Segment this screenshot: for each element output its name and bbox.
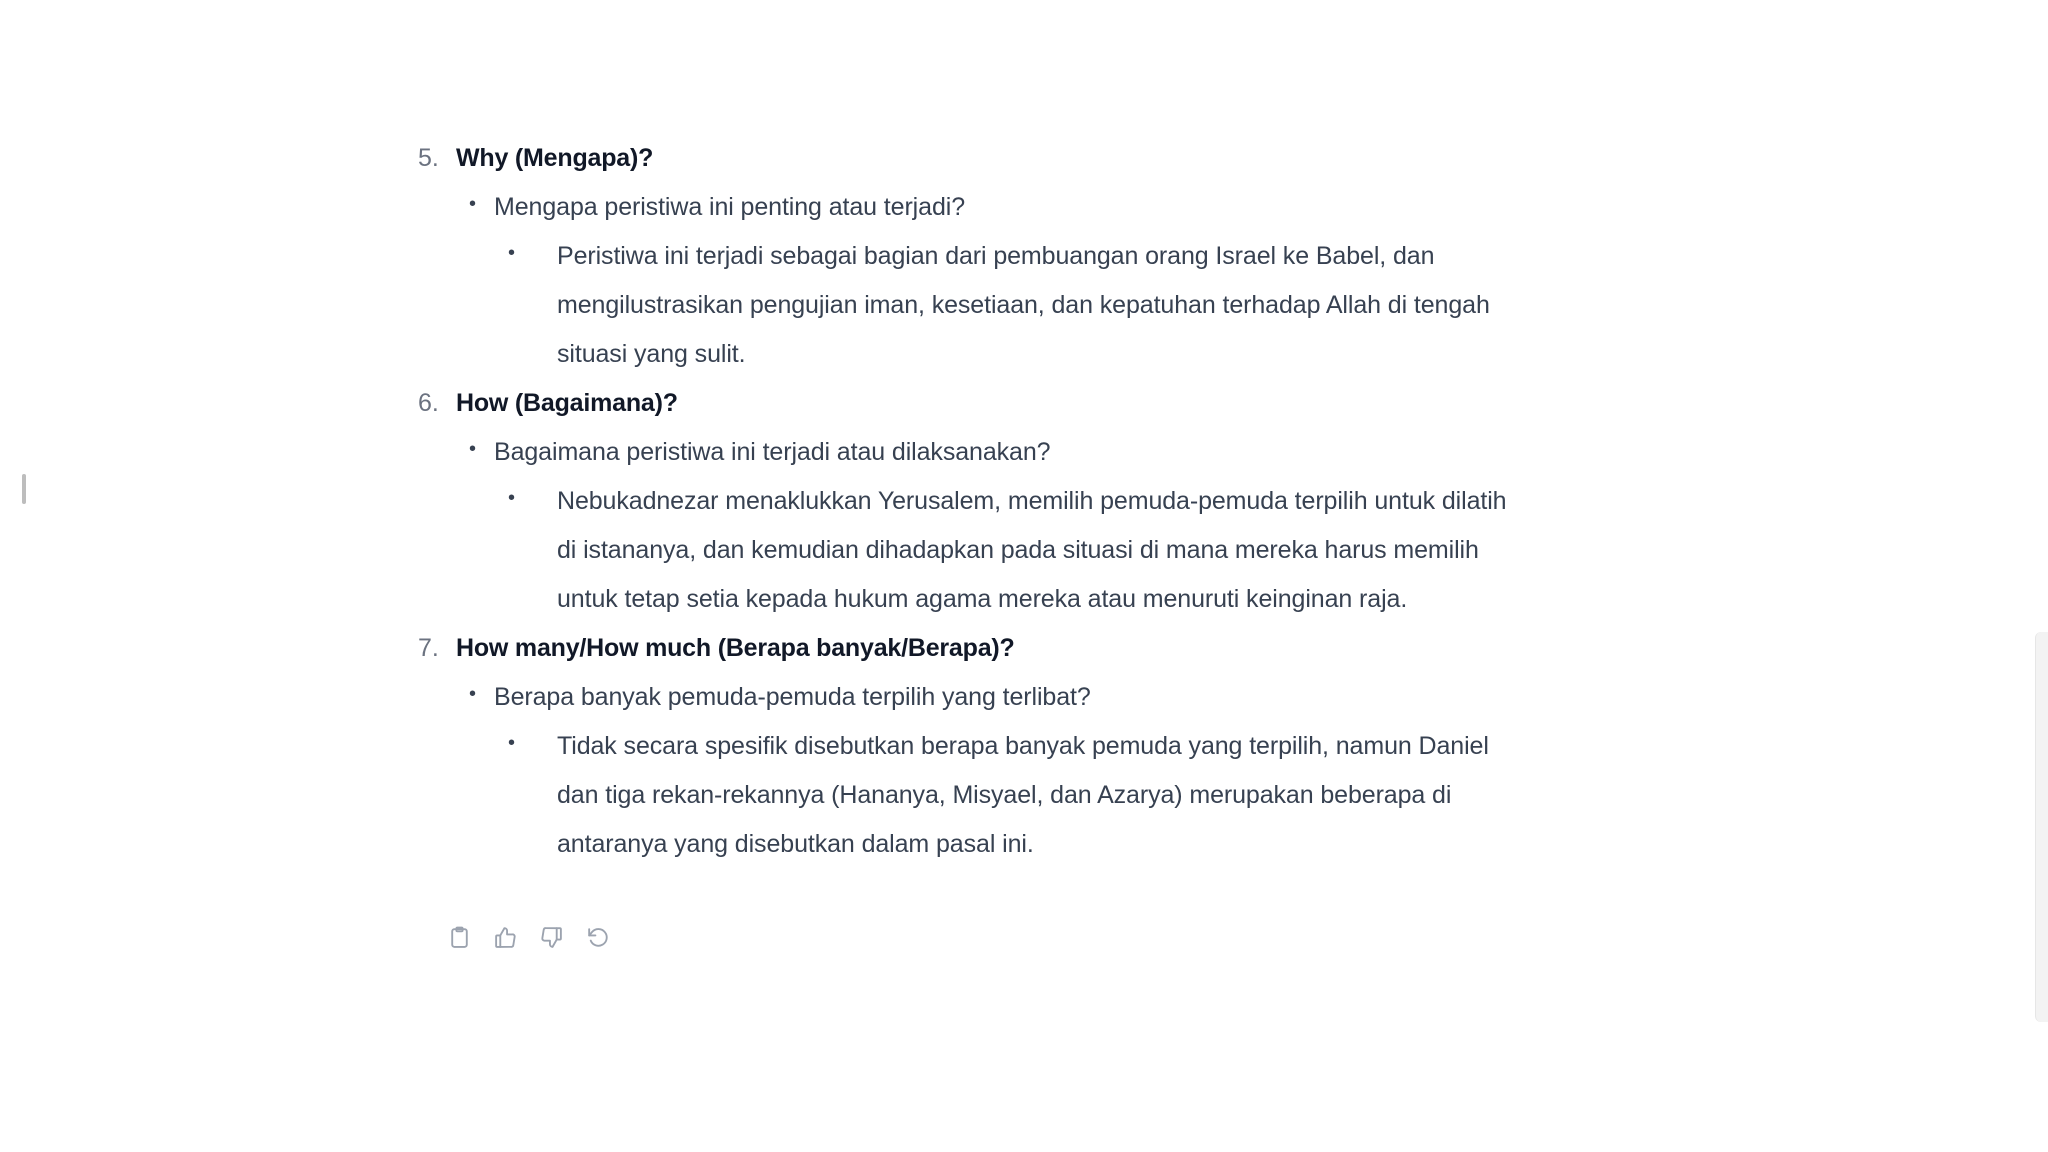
scrollbar-thumb[interactable] — [2035, 632, 2048, 1022]
regenerate-icon — [585, 925, 610, 950]
bullet: • — [469, 683, 477, 705]
bullet: • — [508, 487, 516, 509]
item-heading: How many/How much (Berapa banyak/Berapa)? — [456, 634, 1015, 662]
thumbs-down-icon — [539, 925, 564, 950]
answer-item — [494, 232, 1518, 379]
sub-list — [456, 428, 1518, 624]
bullet: • — [508, 732, 516, 754]
bullet: • — [469, 438, 477, 460]
regenerate-button[interactable] — [584, 924, 611, 951]
copy-button[interactable] — [446, 924, 473, 951]
sidebar-resize-handle[interactable] — [22, 474, 26, 504]
question-text: Mengapa peristiwa ini penting atau terjadi? — [494, 193, 966, 221]
question-text: Berapa banyak pemuda-pemuda terpilih yang terlibat? — [494, 683, 1091, 711]
answer-text: Peristiwa ini terjadi sebagai bagian dari pembuangan orang Israel ke Babel, dan mengilustrasikan pengujian iman, kesetiaan, dan kepatuhan terhadap Allah di tengah situasi yang sulit. — [557, 242, 1490, 368]
list-number: 5. — [418, 144, 439, 172]
answer-list — [418, 134, 1518, 869]
thumbs-up-icon — [493, 925, 518, 950]
question-item — [456, 673, 1518, 869]
answer-item — [494, 722, 1518, 869]
nested-list — [494, 477, 1518, 624]
assistant-message — [418, 134, 1518, 869]
question-text: Bagaimana peristiwa ini terjadi atau dilaksanakan? — [494, 438, 1051, 466]
answer-item — [494, 477, 1518, 624]
bullet: • — [508, 242, 516, 264]
item-heading: How (Bagaimana)? — [456, 389, 678, 417]
list-item — [418, 624, 1518, 869]
list-number: 7. — [418, 634, 439, 662]
list-item — [418, 379, 1518, 624]
question-item — [456, 428, 1518, 624]
message-actions — [446, 924, 611, 951]
sub-list — [456, 183, 1518, 379]
bullet: • — [469, 193, 477, 215]
question-item — [456, 183, 1518, 379]
answer-text: Tidak secara spesifik disebutkan berapa banyak pemuda yang terpilih, namun Daniel dan tiga rekan-rekannya (Hananya, Misyael, dan Azarya) merupakan beberapa di antaranya yang disebutkan dalam pasal ini. — [557, 732, 1489, 858]
list-item — [418, 134, 1518, 379]
list-number: 6. — [418, 389, 439, 417]
sub-list — [456, 673, 1518, 869]
answer-text: Nebukadnezar menaklukkan Yerusalem, memilih pemuda-pemuda terpilih untuk dilatih di istananya, dan kemudian dihadapkan pada situasi di mana mereka harus memilih untuk tetap setia kepada hukum agama mereka atau menuruti keinginan raja. — [557, 487, 1507, 613]
thumbs-up-button[interactable] — [492, 924, 519, 951]
clipboard-icon — [447, 925, 472, 950]
thumbs-down-button[interactable] — [538, 924, 565, 951]
item-heading: Why (Mengapa)? — [456, 144, 654, 172]
nested-list — [494, 722, 1518, 869]
nested-list — [494, 232, 1518, 379]
